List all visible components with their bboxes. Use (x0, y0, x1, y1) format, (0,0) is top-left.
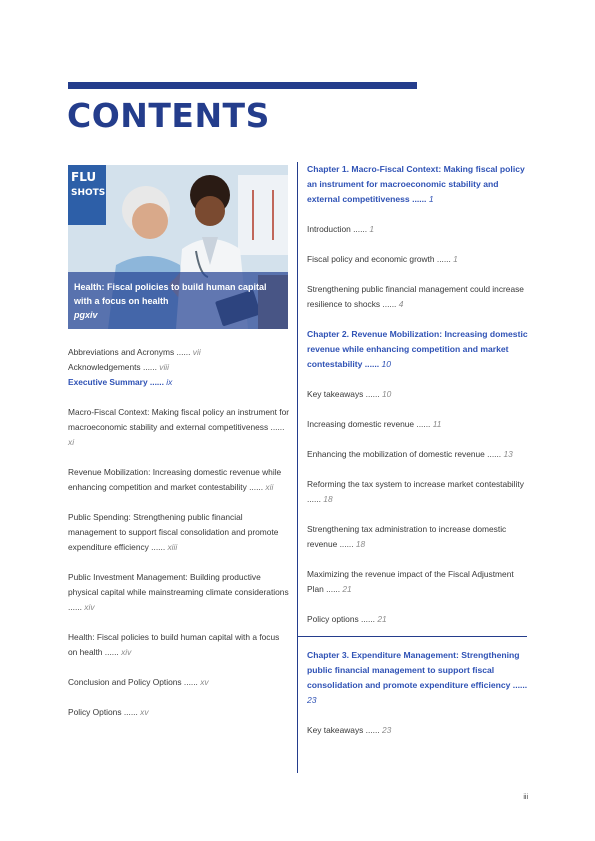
toc-entry-enhancing-mobilization[interactable]: Enhancing the mobilization of domestic revenue ...... 13 (307, 449, 513, 459)
toc-entry-reforming-tax-system[interactable]: Reforming the tax system to increase market contestability ...... 18 (307, 479, 524, 504)
toc-entry-introduction[interactable]: Introduction ...... 1 (307, 224, 375, 234)
photo-caption[interactable] (68, 272, 288, 329)
toc-entry-key-takeaways-ch2[interactable]: Key takeaways ...... 10 (307, 389, 392, 399)
toc-entry-health[interactable]: Health: Fiscal policies to build human capital with a focus on health ...... xiv (68, 632, 280, 657)
toc-entry-macro-fiscal-context[interactable]: Macro-Fiscal Context: Making fiscal policy an instrument for macroeconomic stability and external competitiveness ...... xi (68, 407, 290, 447)
toc-entry-fiscal-policy-growth[interactable]: Fiscal policy and economic growth ...... 1 (307, 254, 458, 264)
toc-chapter-1[interactable]: Chapter 1. Macro-Fiscal Context: Making fiscal policy an instrument for macroeconomic stability and external competitiveness ...... 1 (307, 164, 525, 204)
toc-entry-tax-administration[interactable]: Strengthening tax administration to increase domestic revenue ...... 18 (307, 524, 507, 549)
toc-entry-fiscal-adjustment-plan[interactable]: Maximizing the revenue impact of the Fiscal Adjustment Plan ...... 21 (307, 569, 514, 594)
toc-entry-public-spending[interactable]: Public Spending: Strengthening public financial management to support fiscal consolidation and promote expenditure efficiency ...... xiii (68, 512, 279, 552)
flu-shots-sign-text: FLU (71, 170, 97, 184)
photo-caption-title: Health: Fiscal policies to build human capital with a focus on health (74, 282, 267, 306)
toc-entry-conclusion[interactable]: Conclusion and Policy Options ...... xv (68, 677, 209, 687)
toc-entry-key-takeaways-ch3[interactable]: Key takeaways ...... 23 (307, 725, 392, 735)
toc-entry-acknowledgements[interactable]: Acknowledgements ...... viii (68, 362, 170, 372)
toc-entry-executive-summary[interactable]: Executive Summary ...... ix (68, 377, 173, 387)
toc-entry-public-investment-management[interactable]: Public Investment Management: Building productive physical capital while mainstreaming climate considerations ...... xiv (68, 572, 289, 612)
column-divider (297, 162, 298, 773)
toc-chapter-2[interactable]: Chapter 2. Revenue Mobilization: Increasing domestic revenue while enhancing competition and market contestability ...... 10 (307, 329, 528, 369)
toc-entry-policy-options-ch2[interactable]: Policy options ...... 21 (307, 614, 387, 624)
toc-entry-policy-options[interactable]: Policy Options ...... xv (68, 707, 149, 717)
title-rule-bar (68, 82, 417, 89)
toc-entry-abbreviations[interactable]: Abbreviations and Acronyms ...... vii (68, 347, 201, 357)
photo-caption-page: pgxiv (74, 310, 98, 320)
toc-chapter-3[interactable]: Chapter 3. Expenditure Management: Strengthening public financial management to support fiscal consolidation and promote expenditure efficiency ...... 23 (307, 650, 528, 705)
svg-text:SHOTS: SHOTS (71, 188, 106, 198)
page-title: CONTENTS (67, 96, 270, 135)
page-number: iii (523, 794, 528, 801)
summary-toc (68, 345, 290, 720)
chapter-toc (307, 162, 529, 738)
health-photo[interactable] (68, 165, 288, 329)
toc-entry-increasing-domestic-revenue[interactable]: Increasing domestic revenue ...... 11 (307, 419, 442, 429)
toc-entry-pfm-resilience[interactable]: Strengthening public financial management could increase resilience to shocks ...... 4 (307, 284, 524, 309)
toc-entry-revenue-mobilization[interactable]: Revenue Mobilization: Increasing domestic revenue while enhancing competition and market contestability ...... xii (68, 467, 282, 492)
